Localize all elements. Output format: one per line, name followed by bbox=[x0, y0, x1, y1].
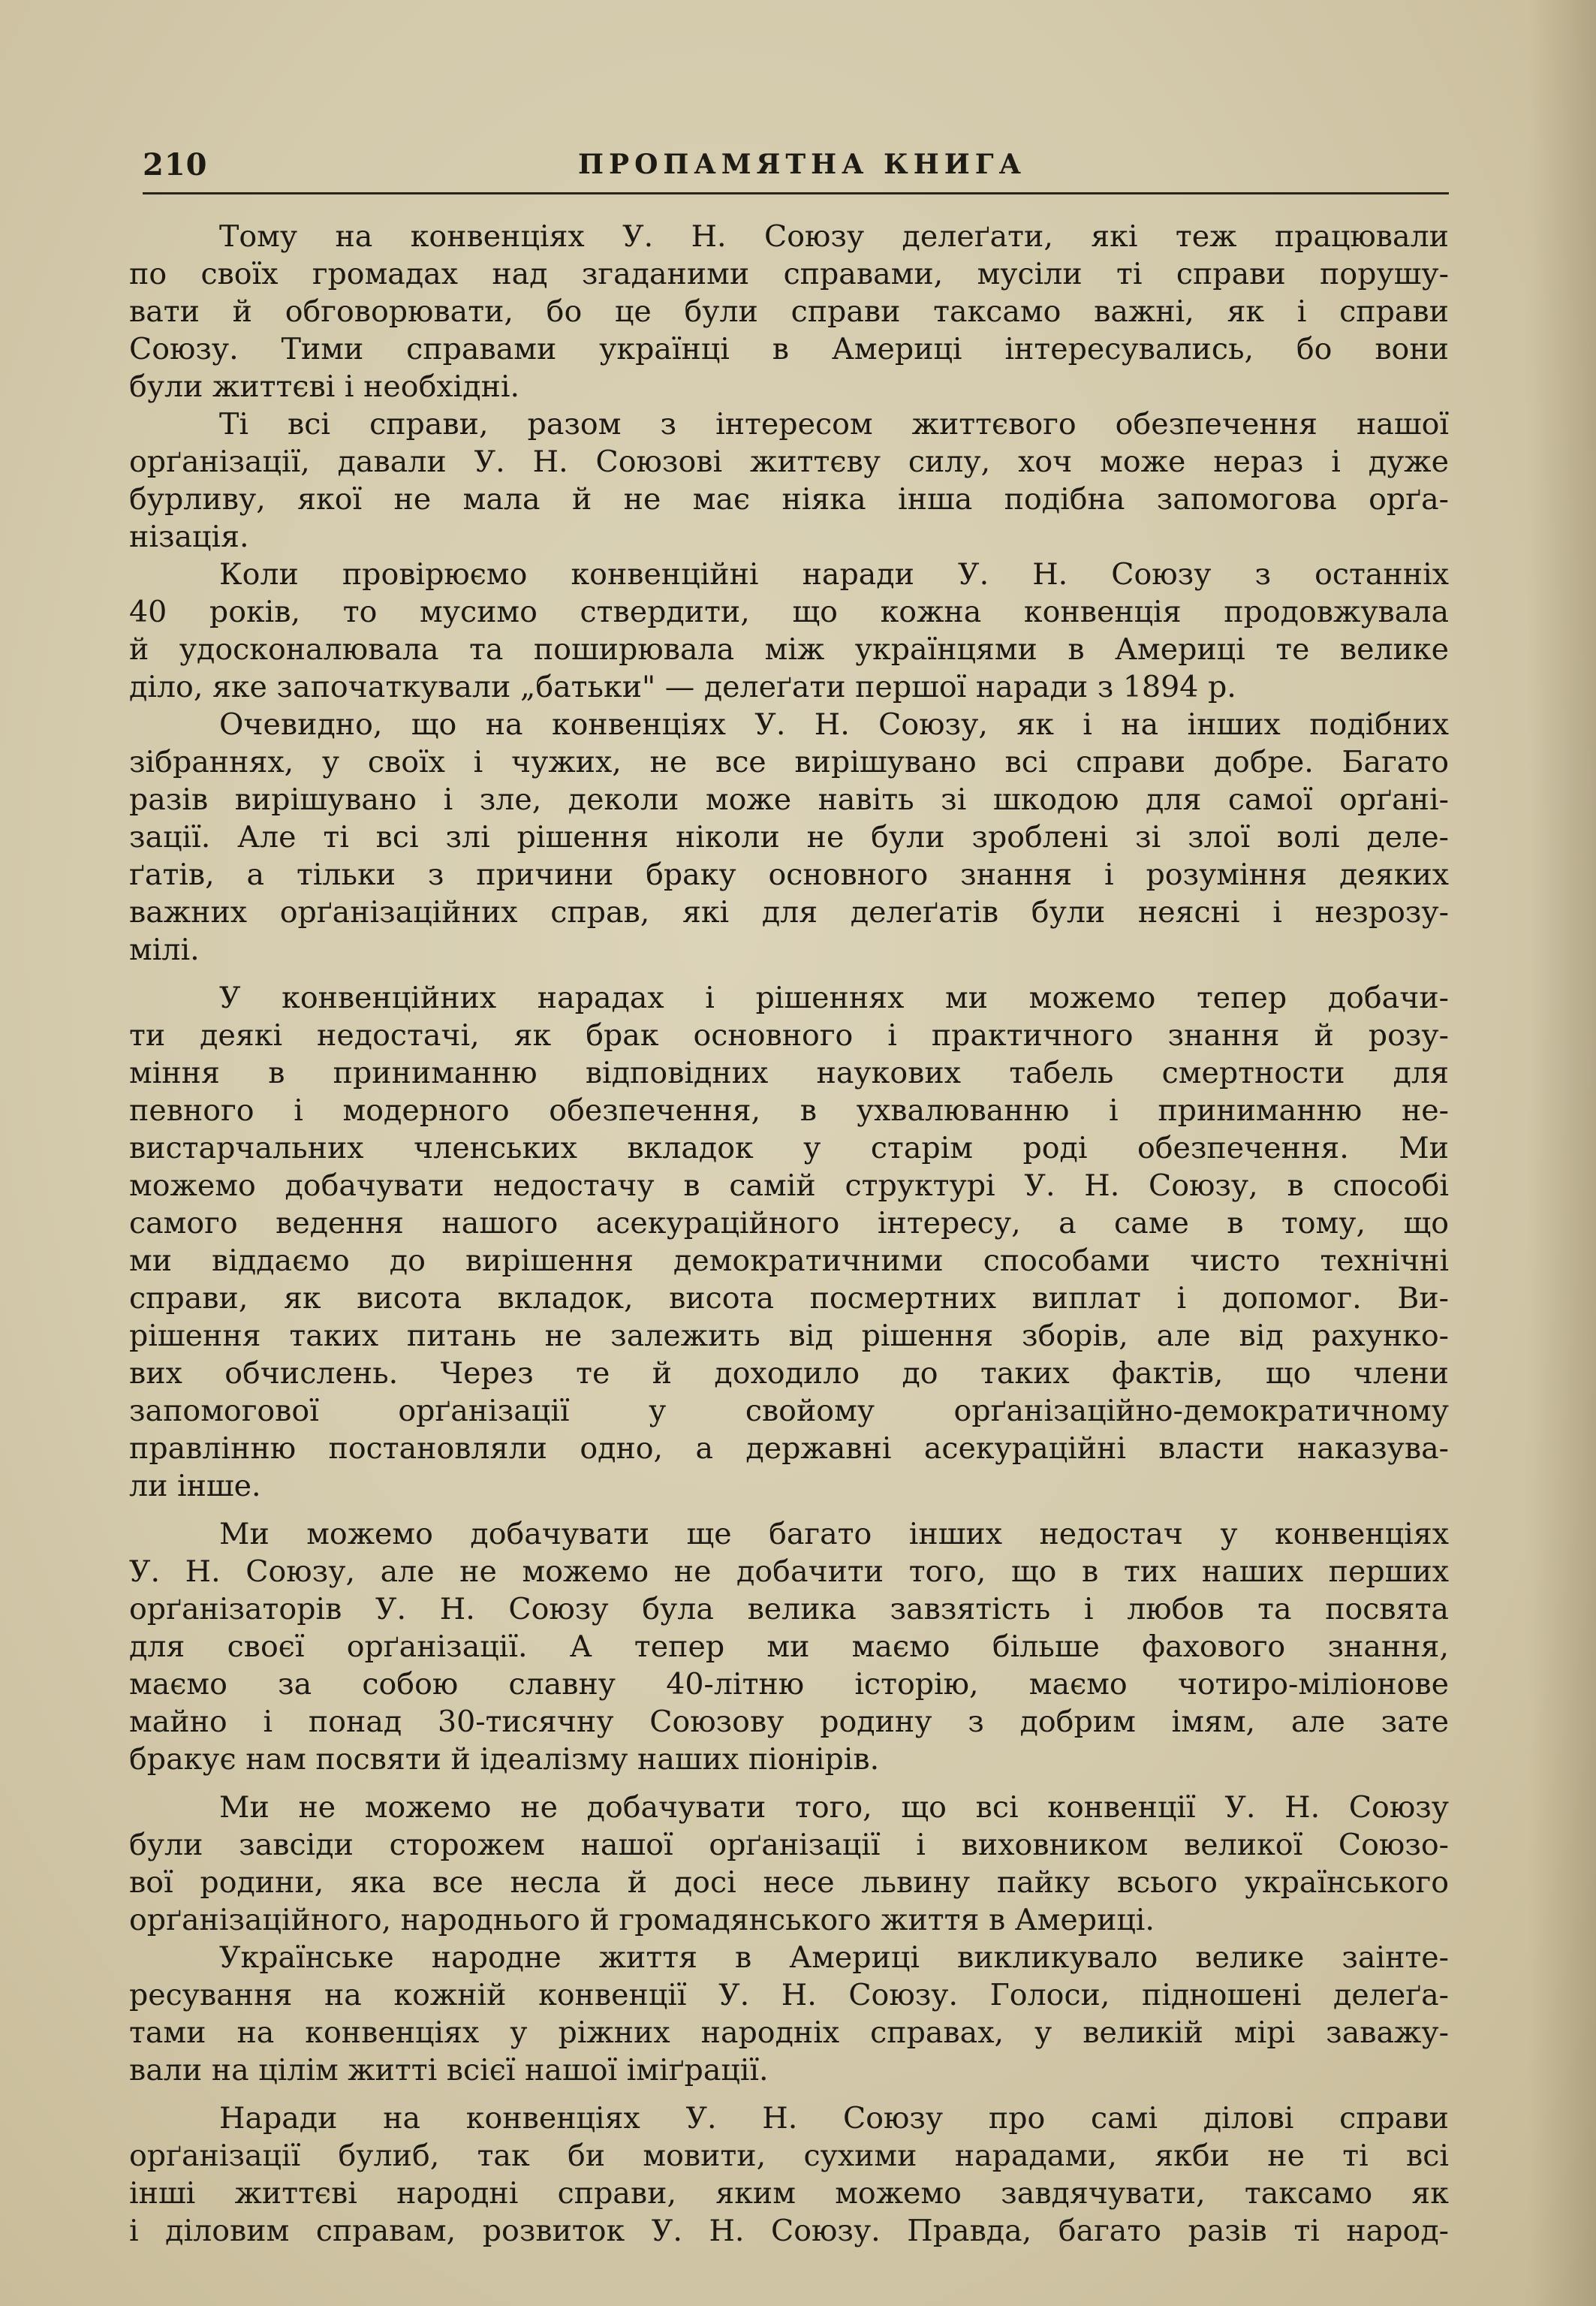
text-line: бракує нам посвяти й ідеалізму наших піонірів. bbox=[129, 1742, 880, 1777]
text-line: правлінню постановляли одно, а державні асекураційні власти наказува- bbox=[129, 1431, 1449, 1466]
text-line: орґанізації, давали У. Н. Союзові життєву силу, хоч може нераз і дуже bbox=[129, 445, 1449, 479]
text-line: були життєві і необхідні. bbox=[129, 369, 520, 404]
paragraph bbox=[129, 1939, 1449, 2089]
text-line: Ті всі справи, разом з інтересом життєвого обезпечення нашої bbox=[219, 407, 1449, 442]
paragraph bbox=[129, 405, 1449, 556]
paragraph bbox=[129, 1789, 1449, 1939]
text-line: нізація. bbox=[129, 520, 249, 554]
header-rule bbox=[143, 192, 1449, 194]
text-line: ґатів, а тільки з причини браку основного знання і розуміння деяких bbox=[129, 858, 1449, 892]
text-line: Українське народне життя в Америці викликувало велике заінте- bbox=[219, 1940, 1449, 1975]
text-line: ти деякі недостачі, як брак основного і практичного знання й розу- bbox=[129, 1018, 1449, 1053]
text-line: Тому на конвенціях У. Н. Союзу делеґати, які теж працювали bbox=[219, 219, 1449, 254]
text-line: зібраннях, у своїх і чужих, не все вирішувано всі справи добре. Багато bbox=[129, 745, 1449, 779]
text-line: по своїх громадах над згаданими справами, мусіли ті справи порушу- bbox=[129, 257, 1449, 291]
text-line: Союзу. Тими справами українці в Америці інтересувались, бо вони bbox=[129, 332, 1449, 366]
paragraph bbox=[129, 556, 1449, 706]
text-line: орґанізаторів У. Н. Союзу була велика завзятість і любов та посвята bbox=[129, 1592, 1449, 1626]
text-line: Наради на конвенціях У. Н. Союзу про самі ділові справи bbox=[219, 2101, 1449, 2136]
text-line: разів вирішувано і зле, деколи може навіть зі шкодою для самої орґані- bbox=[129, 782, 1449, 817]
text-line: були завсіди сторожем нашої орґанізації і виховником великої Союзо- bbox=[129, 1828, 1449, 1862]
text-line: інші життєві народні справи, яким можемо завдячувати, таксамо як bbox=[129, 2176, 1449, 2211]
paragraph bbox=[129, 2100, 1449, 2250]
text-line: тами на конвенціях у ріжних народніх справах, у великій мірі заважу- bbox=[129, 2015, 1449, 2050]
paragraph bbox=[129, 706, 1449, 969]
running-title: ПРОПАМЯТНА КНИГА bbox=[578, 149, 1026, 180]
text-line: ми віддаємо до вирішення демократичними способами чисто технічні bbox=[129, 1243, 1449, 1278]
text-line: орґанізації булиб, так би мовити, сухими нарадами, якби не ті всі bbox=[129, 2139, 1449, 2173]
text-line: ли інше. bbox=[129, 1469, 261, 1503]
paragraph bbox=[129, 218, 1449, 405]
text-line: майно і понад 30-тисячну Союзову родину з добрим імям, але зате bbox=[129, 1705, 1449, 1739]
text-line: запомогової орґанізації у свойому орґанізаційно-демократичному bbox=[129, 1394, 1449, 1428]
text-line: ресування на кожній конвенції У. Н. Союзу. Голоси, підношені делеґа- bbox=[129, 1978, 1449, 2012]
text-line: 40 років, то мусимо ствердити, що кожна конвенція продовжувала bbox=[129, 595, 1449, 629]
text-line: і діловим справам, розвиток У. Н. Союзу. Правда, багато разів ті народ- bbox=[129, 2214, 1449, 2248]
text-line: У конвенційних нарадах і рішеннях ми можемо тепер добачи- bbox=[219, 981, 1449, 1015]
text-line: міння в приниманню відповідних наукових табель смертности для bbox=[129, 1056, 1449, 1090]
text-line: діло, яке започаткували „батьки" — делеґати першої наради з 1894 р. bbox=[129, 670, 1236, 704]
text-line: й удосконалювала та поширювала між українцями в Америці те велике bbox=[129, 632, 1449, 667]
text-line: справи, як висота вкладок, висота посмертних виплат і допомог. Ви- bbox=[129, 1281, 1449, 1316]
text-line: зації. Але ті всі злі рішення ніколи не були зроблені зі злої волі деле- bbox=[129, 820, 1449, 855]
text-line: бурливу, якої не мала й не має ніяка інша подібна запомогова орґа- bbox=[129, 482, 1449, 517]
text-line: рішення таких питань не залежить від рішення зборів, але від рахунко- bbox=[129, 1319, 1449, 1353]
text-line: вали на цілім житті всієї нашої іміґрації. bbox=[129, 2053, 769, 2087]
page-number: 210 bbox=[143, 147, 208, 182]
text-line: вистарчальних членських вкладок у старім роді обезпечення. Ми bbox=[129, 1131, 1449, 1165]
text-line: для своєї орґанізації. А тепер ми маємо більше фахового знання, bbox=[129, 1629, 1449, 1664]
paragraph bbox=[129, 979, 1449, 1505]
text-line: вих обчислень. Через те й доходило до таких фактів, що члени bbox=[129, 1356, 1449, 1391]
body-text bbox=[129, 218, 1449, 2250]
page-header bbox=[143, 140, 1449, 192]
text-line: певного і модерного обезпечення, в ухвалюванню і приниманню не- bbox=[129, 1093, 1449, 1128]
text-line: Ми можемо добачувати ще багато інших недостач у конвенціях bbox=[219, 1517, 1449, 1551]
text-line: маємо за собою славну 40-літню історію, маємо чотиро-міліонове bbox=[129, 1667, 1449, 1702]
text-line: можемо добачувати недостачу в самій структурі У. Н. Союзу, в способі bbox=[129, 1168, 1449, 1203]
text-line: важних орґанізаційних справ, які для делеґатів були неясні і незрозу- bbox=[129, 895, 1449, 930]
text-line: Очевидно, що на конвенціях У. Н. Союзу, як і на інших подібних bbox=[219, 707, 1449, 742]
text-line: У. Н. Союзу, але не можемо не добачити того, що в тих наших перших bbox=[129, 1554, 1449, 1589]
text-line: самого ведення нашого асекураційного інтересу, а саме в тому, що bbox=[129, 1206, 1449, 1240]
text-line: мілі. bbox=[129, 933, 200, 967]
text-line: орґанізаційного, народнього й громадянського життя в Америці. bbox=[129, 1903, 1155, 1937]
text-line: Ми не можемо не добачувати того, що всі конвенції У. Н. Союзу bbox=[219, 1790, 1449, 1825]
text-line: Коли провірюємо конвенційні наради У. Н. Союзу з останніх bbox=[219, 557, 1449, 592]
text-line: вої родини, яка все несла й досі несе львину пайку всього українського bbox=[129, 1865, 1449, 1900]
text-line: вати й обговорювати, бо це були справи таксамо важні, як і справи bbox=[129, 294, 1449, 329]
paragraph bbox=[129, 1515, 1449, 1778]
